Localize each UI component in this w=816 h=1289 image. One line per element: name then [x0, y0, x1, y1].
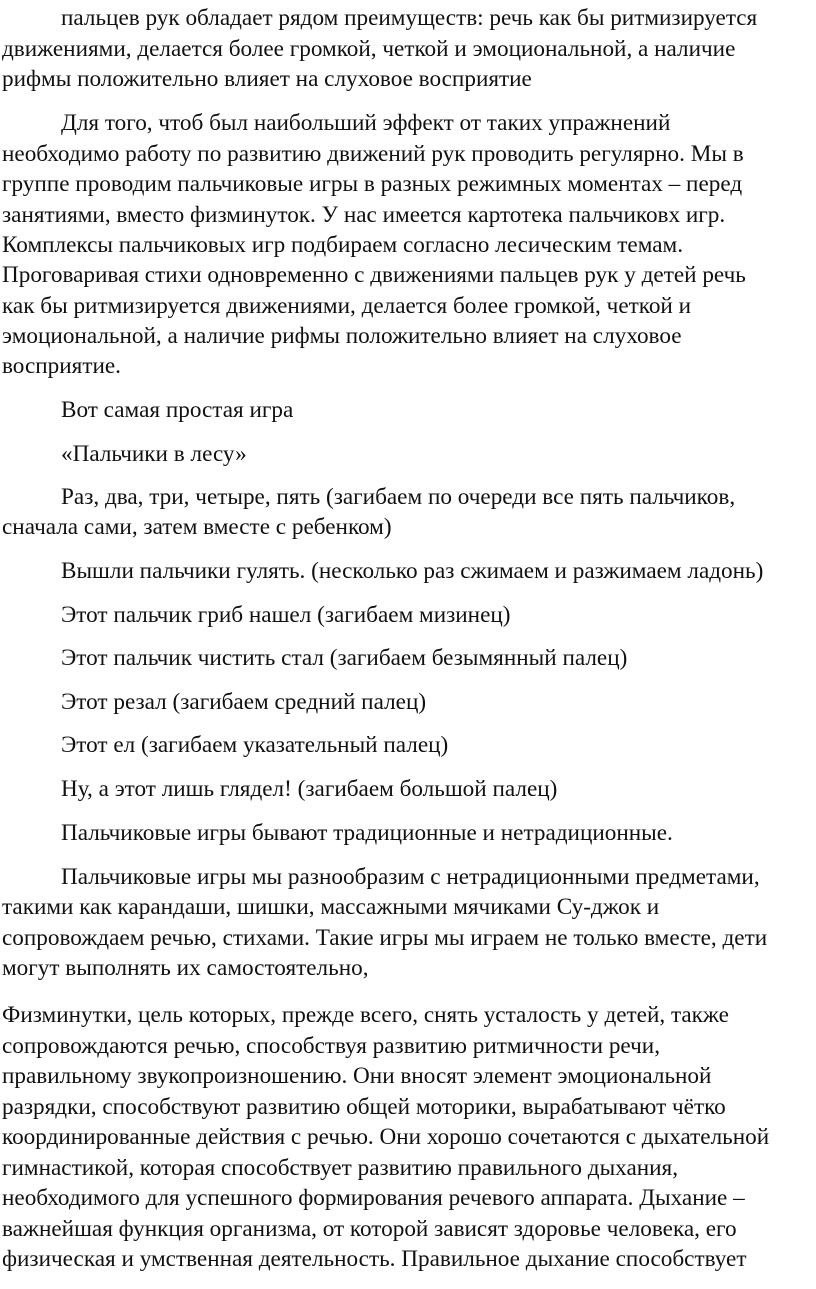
text-line: Этот пальчик чистить стал (загибаем безымянный палец) [61, 645, 628, 671]
text-line: восприятие. [2, 353, 121, 379]
text-line: рифмы положительно влияет на слуховое восприятие [2, 66, 532, 92]
text-line: разрядки, способствуют развитию общей моторики, вырабатывают чётко [2, 1094, 726, 1120]
text-line: Этот резал (загибаем средний палец) [61, 689, 427, 715]
text-line: такими как карандаши, шишки, массажными мячиками Су-джок и [2, 894, 660, 920]
text-line: движениями, делается более громкой, четкой и эмоциональной, а наличие [2, 36, 736, 62]
text-line: важнейшая функция организма, от которой зависят здоровье человека, его [2, 1216, 737, 1242]
text-line: эмоциональной, а наличие рифмы положительно влияет на слуховое [2, 323, 682, 349]
text-line: Пальчиковые игры бывают традиционные и нетрадиционные. [61, 820, 673, 846]
text-line: сопровождаются речью, способствуя развитию ритмичности речи, [2, 1033, 660, 1059]
text-line: сопровождаем речью, стихами. Такие игры мы играем не только вместе, дети [2, 925, 768, 951]
text-line: Вышли пальчики гулять. (несколько раз сжимаем и разжимаем ладонь) [61, 558, 764, 584]
text-line: как бы ритмизируется движениями, делается более громкой, четкой и [2, 293, 692, 319]
text-line: Этот ел (загибаем указательный палец) [61, 732, 449, 758]
text-line: Раз, два, три, четыре, пять (загибаем по очереди все пять пальчиков, [61, 484, 736, 510]
text-line: Этот пальчик гриб нашел (загибаем мизинец) [61, 602, 511, 628]
text-line: Комплексы пальчиковых игр подбираем согласно лесическим темам. [2, 232, 683, 258]
text-line: занятиями, вместо физминуток. У нас имеется картотека пальчиковх игр. [2, 202, 726, 228]
text-line: Вот самая простая игра [61, 397, 294, 423]
text-line: необходимо работу по развитию движений рук проводить регулярно. Мы в [2, 141, 744, 167]
text-line: Проговаривая стихи одновременно с движениями пальцев рук у детей речь [2, 262, 746, 288]
text-line: сначала сами, затем вместе с ребенком) [2, 514, 392, 540]
text-line: «Пальчики в лесу» [61, 441, 247, 467]
text-line: Пальчиковые игры мы разнообразим с нетрадиционными предметами, [61, 864, 760, 890]
text-line: правильному звукопроизношению. Они вносят элемент эмоциональной [2, 1063, 712, 1089]
text-line: пальцев рук обладает рядом преимуществ: речь как бы ритмизируется [61, 5, 758, 31]
text-line: гимнастикой, которая способствует развитию правильного дыхания, [2, 1155, 679, 1181]
text-line: Для того, чтоб был наибольший эффект от таких упражнений [61, 110, 671, 136]
text-line: Физминутки, цель которых, прежде всего, снять усталость у детей, также [2, 1002, 729, 1028]
text-line: Ну, а этот лишь глядел! (загибаем большой палец) [61, 776, 558, 802]
text-line: необходимого для успешного формирования речевого аппарата. Дыхание – [2, 1185, 745, 1211]
text-line: координированные действия с речью. Они хорошо сочетаются с дыхательной [2, 1124, 770, 1150]
text-line: физическая и умственная деятельность. Правильное дыхание способствует [2, 1246, 747, 1272]
text-line: группе проводим пальчиковые игры в разных режимных моментах – перед [2, 171, 743, 197]
text-line: могут выполнять их самостоятельно, [2, 955, 369, 981]
